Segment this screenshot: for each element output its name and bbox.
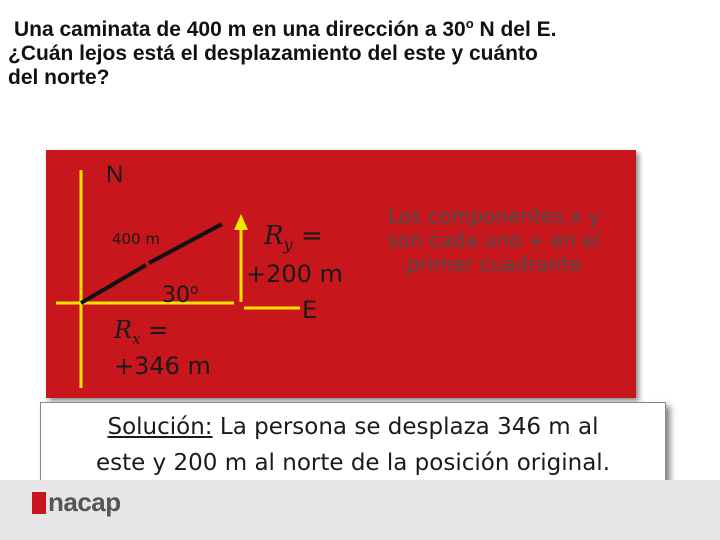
- inacap-logo: [32, 486, 150, 518]
- magnitude-label: 400 m: [112, 230, 161, 248]
- rx-value: +346 m: [114, 352, 211, 380]
- components-note: Los componentes x y son cada uno + en el primer cuadrante: [387, 204, 601, 276]
- logo-mark-icon: [32, 492, 46, 514]
- solution-label: Solución:: [107, 414, 213, 440]
- question-text: [8, 12, 708, 90]
- north-label: N: [106, 161, 124, 188]
- resultant-vector-lower: [81, 265, 146, 303]
- question-line-3: del norte?: [8, 66, 110, 89]
- ry-arrowhead: [234, 214, 248, 230]
- solution-text-2: este y 200 m al norte de la posición original.: [95, 450, 611, 476]
- question-line-2: ¿Cuán lejos está el desplazamiento del este y cuánto: [8, 42, 538, 65]
- rx-label: $R_x$ =: [114, 316, 169, 348]
- angle-label: 30$^o$: [162, 282, 199, 308]
- east-label: E: [302, 296, 318, 324]
- logo-wordmark: nacap: [48, 487, 121, 517]
- solution-text-1: La persona se desplaza 346 m al: [212, 414, 599, 440]
- ry-label: $R_y$ =: [264, 221, 323, 254]
- question-line-1: Una caminata de 400 m en una dirección a 30$^o$ N del E.: [14, 16, 557, 41]
- solution-box: [40, 402, 666, 486]
- ry-value: +200 m: [246, 260, 343, 288]
